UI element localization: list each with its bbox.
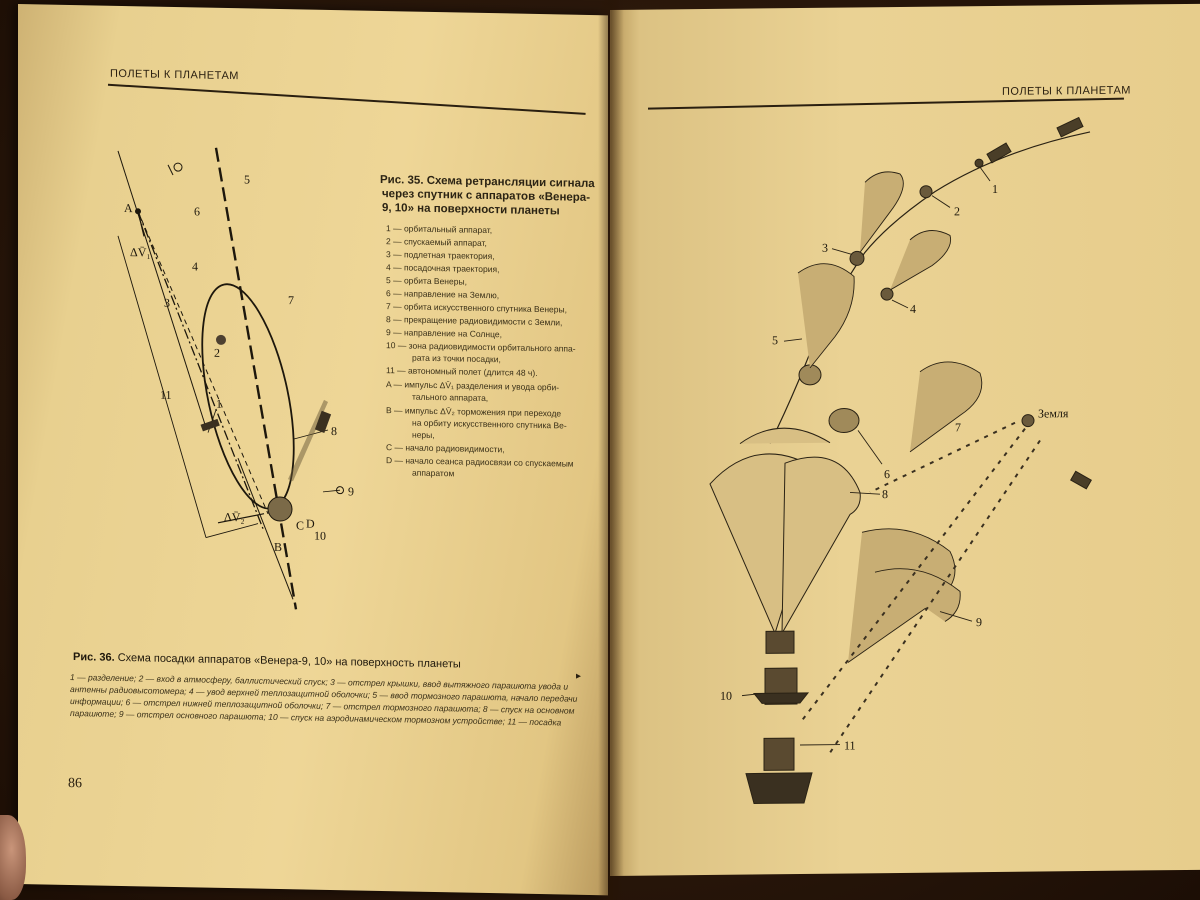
- label-1: 1: [216, 396, 222, 411]
- fig35-item: 11 — автономный полет (длится 48 ч).: [386, 365, 538, 378]
- fig35-item: 5 — орбита Венеры,: [386, 275, 467, 287]
- main-parachute-top: [740, 428, 830, 444]
- fig35-item: 7 — орбита искусственного спутника Венеры,: [386, 301, 567, 315]
- leader-4: [892, 300, 908, 308]
- fig35-item: 1 — орбитальный аппарат,: [386, 223, 493, 236]
- fig35-item: 8 — прекращение радиовидимости с Земли,: [386, 314, 563, 328]
- label-a: A: [124, 201, 133, 216]
- main-parachute-right: [782, 457, 860, 634]
- released-brake-chute-7: [910, 362, 982, 452]
- fig36-label-10: 10: [720, 688, 732, 703]
- label-11: 11: [160, 387, 172, 402]
- landed-lander-11: [764, 738, 794, 770]
- fig35-title-line-2: через спутник с аппаратов «Венера-: [382, 187, 591, 204]
- fig36-label-9: 9: [976, 615, 982, 630]
- fig35-item: 6 — направление на Землю,: [386, 288, 500, 301]
- fig35-item: 10 — зона радиовидимости орбитального аппа-: [386, 340, 576, 354]
- leader-2: [932, 195, 950, 207]
- fig35-item: 9 — направление на Солнце,: [386, 327, 502, 340]
- earth-icon: [1022, 415, 1034, 427]
- diagram-line-main: [238, 458, 293, 599]
- diagram-pointer-6: [168, 165, 173, 175]
- leader-6: [858, 430, 882, 464]
- fig36-title-text: Схема посадки аппаратов «Венера-9, 10» на поверхность планеты: [117, 651, 461, 671]
- fig36-label-6: 6: [884, 467, 890, 482]
- label-10: 10: [314, 528, 326, 543]
- left-header-rule: [108, 84, 586, 115]
- fig35-item: D — начало сеанса радиосвязи со спускаемым: [386, 455, 574, 469]
- fig36-caption-body: 1 — разделение; 2 — вход в атмосферу, баллистический спуск; 3 — отстрел крышки, ввод вытяжного парашюта увода и антенны радиовысотомера; 4 — увод верхней теплозащитной оболочки; 5 — ввод тормозного парашюта, начало передачи информации; 6 — отстрел нижней теплозащитной оболочки; 7 — отстрел тормозного парашюта; 8 — спуск на основном парашюте; 9 — отстрел основного парашюта; 10 — спуск на аэродинамическом тормозном устройстве; 11 — посадка: [70, 671, 578, 728]
- heat-shield-6: [829, 408, 859, 432]
- left-page-number: 86: [68, 775, 82, 792]
- fig35-title-line-1: Рис. 35. Схема ретрансляции сигнала: [380, 173, 595, 191]
- label-c: C: [296, 518, 305, 533]
- left-running-head: ПОЛЕТЫ К ПЛАНЕТАМ: [110, 67, 239, 83]
- fig36-label-5: 5: [772, 333, 778, 348]
- pilot-chute-3: [860, 172, 903, 253]
- fig36-landing-illustration: [670, 109, 1140, 814]
- descent-capsule-3: [850, 251, 864, 265]
- label-dv2: ΔV̄₂: [224, 509, 245, 525]
- fig36-label-2: 2: [954, 204, 960, 219]
- label-8: 8: [331, 424, 337, 439]
- fig35-item: 3 — подлетная траектория,: [386, 249, 495, 262]
- radio-link-c: [870, 423, 1015, 493]
- orbiter-mid: [987, 143, 1011, 163]
- leader-3: [832, 248, 852, 254]
- diagram-earth-marker: [174, 163, 182, 171]
- descending-lander: [766, 631, 794, 653]
- label-3: 3: [164, 295, 170, 310]
- leader-5: [784, 339, 802, 341]
- fig35-item: неры,: [412, 429, 435, 440]
- label-6: 6: [194, 204, 200, 219]
- fig35-orbit-diagram: [88, 125, 378, 621]
- earth-label: Земля: [1038, 406, 1069, 421]
- fig35-item: C — начало радиовидимости,: [386, 442, 505, 455]
- right-page: [610, 4, 1200, 876]
- descent-capsule-2: [920, 186, 932, 198]
- fig36-label-4: 4: [910, 301, 916, 316]
- leader-1: [980, 167, 990, 181]
- fig35-item: B — импульс ΔV̄₂ торможения при переходе: [386, 405, 562, 419]
- label-9: 9: [348, 484, 354, 499]
- label-5: 5: [244, 172, 250, 187]
- label-4: 4: [192, 259, 198, 274]
- relay-satellite: [1071, 471, 1092, 489]
- diagram-point-a: [135, 208, 141, 214]
- chute-4: [890, 230, 951, 290]
- fig35-item: A — импульс ΔV̄₁ разделения и увода орби-: [386, 379, 560, 393]
- label-7: 7: [288, 293, 294, 308]
- right-header-rule: [648, 98, 1124, 109]
- aerobrake-disk: [754, 693, 808, 704]
- fig36-title: [73, 651, 461, 670]
- fig35-item: 4 — посадочная траектория,: [386, 262, 500, 275]
- fig36-label-11: 11: [844, 738, 856, 753]
- right-running-head: ПОЛЕТЫ К ПЛАНЕТАМ: [1002, 84, 1131, 98]
- label-2: 2: [214, 345, 220, 360]
- fig35-item: тального аппарата,: [412, 391, 489, 404]
- label-b: B: [274, 539, 283, 555]
- fig35-title-line-3: 9, 10» на поверхности планеты: [382, 201, 560, 218]
- fig36-label: Рис. 36.: [73, 651, 115, 664]
- landing-ring: [746, 773, 812, 804]
- venus-planet: [268, 497, 292, 521]
- diagram-boundary-b: [206, 523, 258, 539]
- fig35-item: аппаратом: [412, 467, 455, 479]
- fig36-arrow-icon: ▸: [576, 670, 582, 682]
- fig36-label-3: 3: [822, 240, 828, 255]
- label-dv1: ΔV̄₁: [130, 245, 151, 260]
- fig36-label-7: 7: [955, 420, 961, 435]
- brake-chute-5: [798, 263, 854, 368]
- diagram-lander-2: [216, 335, 226, 345]
- fig36-label-8: 8: [882, 487, 888, 502]
- fig35-item: рата из точки посадки,: [412, 352, 501, 365]
- fig35-item: на орбиту искусственного спутника Ве-: [412, 417, 567, 431]
- fig36-label-1: 1: [992, 181, 998, 196]
- fig35-item: 2 — спускаемый аппарат,: [386, 236, 487, 249]
- label-d: D: [306, 516, 315, 531]
- left-page: [18, 4, 608, 895]
- entry-capsule: [975, 159, 983, 167]
